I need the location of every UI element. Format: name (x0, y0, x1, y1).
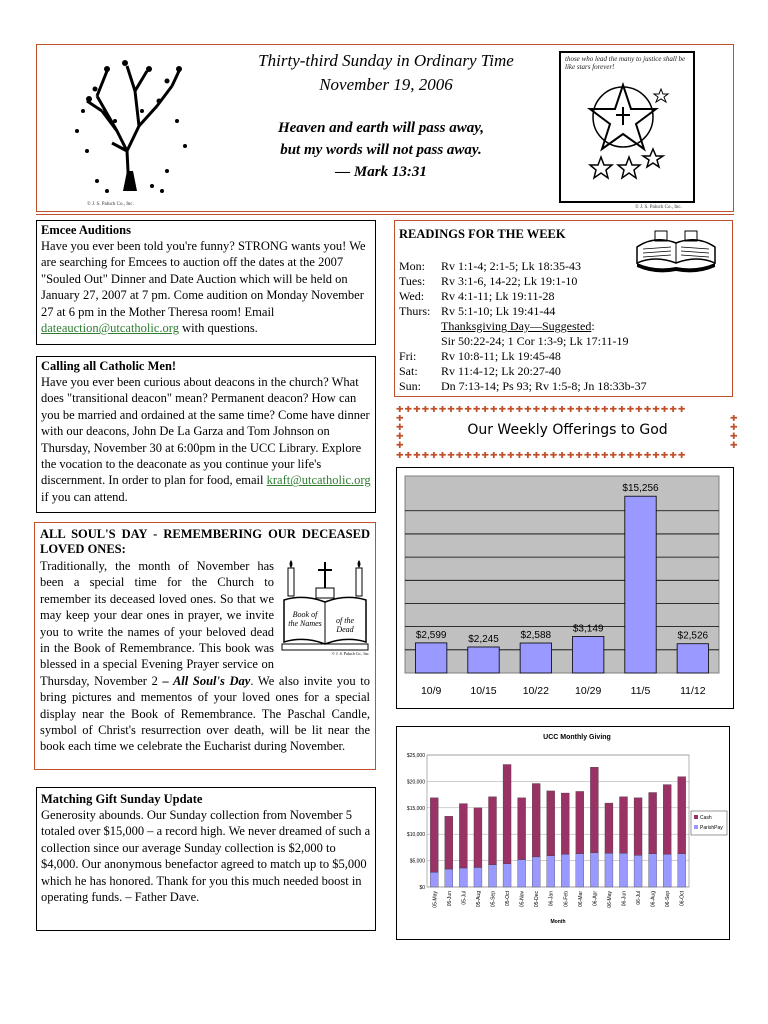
monthly-x-tick: 05-Sep (490, 891, 497, 908)
offerings-border-left: ✚ ✚ ✚ ✚ (396, 415, 405, 451)
monthly-x-tick: 05-May (432, 891, 439, 908)
allsouls-text-1: Traditionally, the month of November has been a special time for the Church to remember its deceased loved ones. So that we may keep your dear ones in prayer, we invite you to write the names of your beloved dead in the Book of Remembrance. This book was blessed in a special Evening Prayer service on Thursday, November 2 (40, 559, 274, 688)
reading-row-sat: Sat: Rv 11:4-12; Lk 20:27-40 (399, 364, 561, 378)
monthly-y-tick: $0 (419, 885, 425, 891)
weekly-bar (625, 496, 656, 673)
weekly-bar (520, 643, 551, 673)
weekly-bar-label: $2,245 (468, 633, 499, 645)
allsouls-title: ALL SOUL'S DAY - REMEMBERING OUR DECEASED LOVED ONES: (40, 527, 370, 556)
monthly-bar-parishpay (649, 854, 657, 887)
men-tail: if you can attend. (41, 489, 128, 504)
weekly-tick-label: 11/5 (630, 685, 651, 697)
offerings-border-top: ✚✚✚✚✚✚✚✚✚✚✚✚✚✚✚✚✚✚✚✚✚✚✚✚✚✚✚✚✚✚✚✚✚✚ (396, 406, 687, 415)
emcee-box (36, 220, 376, 345)
allsouls-emphasis: – All Soul's Day (162, 673, 251, 688)
monthly-y-tick: $5,000 (409, 858, 425, 865)
credit-left: © J. S. Paluch Co., Inc. (87, 202, 134, 207)
monthly-bar-parishpay (532, 857, 540, 887)
weekly-bar-label: $2,599 (415, 629, 447, 641)
monthly-bar-parishpay (547, 856, 555, 887)
weekly-offerings-chart (397, 468, 733, 708)
weekly-bar (468, 647, 499, 673)
monthly-bar-parishpay (561, 854, 569, 887)
monthly-legend-label: ParishPay (700, 825, 723, 831)
monthly-x-tick: 06-Jun (621, 891, 628, 907)
book-of-names-illustration (280, 558, 370, 658)
monthly-x-tick: 06-Mar (577, 891, 584, 907)
emcee-tail: with questions. (178, 321, 258, 336)
monthly-bar-cash (445, 816, 453, 869)
monthly-bar-parishpay (459, 868, 467, 887)
seal-text: those who lead the many to justice shall be like stars forever! (565, 55, 686, 71)
weekly-tick-label: 10/29 (575, 685, 602, 697)
allsouls-text-2: . We also invite you to bring pictures and mementos of your loved ones for a special display near the Book of Remembrance. The Paschal Candle, symbol of Christ's resurrection over death, will be lit near the book each time we celebrate the Eucharist during November. (40, 673, 370, 754)
offerings-title: Our Weekly Offerings to God (467, 422, 668, 438)
monthly-bar-parishpay (518, 860, 526, 887)
monthly-chart-title: UCC Monthly Giving (543, 734, 611, 741)
monthly-bar-parishpay (576, 854, 584, 887)
monthly-x-tick: 06-Jan (548, 891, 555, 907)
page-date: November 19, 2006 (319, 75, 453, 94)
weekly-tick-label: 10/9 (420, 685, 442, 697)
weekly-tick-label: 11/12 (680, 685, 706, 697)
stars-seal (559, 51, 695, 203)
monthly-bar-cash (678, 777, 686, 854)
quote-line-1: Heaven and earth will pass away, (277, 120, 485, 136)
monthly-bar-cash (605, 803, 613, 853)
weekly-bar (677, 644, 708, 673)
monthly-bar-parishpay (678, 854, 686, 887)
weekly-bar (572, 637, 603, 673)
offerings-border-bottom: ✚✚✚✚✚✚✚✚✚✚✚✚✚✚✚✚✚✚✚✚✚✚✚✚✚✚✚✚✚✚✚✚✚✚ (396, 452, 687, 461)
emcee-text: Have you ever been told you're funny? STRONG wants you! We are searching for Emcees to auction off the dates at the 2007 "Souled Out" Dinner and Date Auction which will be held on January 27, 2007 at 7 pm. Come audition on Monday November 27 at 6 pm in the Mother Theresa room! Email (41, 239, 366, 319)
monthly-y-tick: $10,000 (406, 832, 425, 839)
monthly-legend-swatch (694, 825, 698, 829)
weekly-bar-label: $2,526 (677, 630, 709, 642)
monthly-bar-cash (561, 793, 569, 854)
credit-right: © J. S. Paluch Co., Inc. (635, 205, 682, 210)
readings-box (394, 220, 733, 397)
monthly-bar-parishpay (634, 855, 642, 887)
monthly-giving-chart (397, 727, 729, 939)
monthly-bar-cash (576, 791, 584, 853)
reading-thanksgiving-text: Sir 50:22-24; 1 Cor 1:3-9; Lk 17:11-19 (441, 334, 629, 348)
monthly-bar-cash (518, 798, 526, 860)
weekly-tick-label: 10/22 (522, 685, 549, 697)
monthly-x-tick: 05-Dec (534, 891, 541, 908)
offerings-border-right: ✚ ✚ ✚ ✚ (730, 415, 739, 451)
monthly-bar-parishpay (474, 867, 482, 887)
weekly-tick-label: 10/15 (470, 685, 497, 697)
reading-thanksgiving-label: Thanksgiving Day—Suggested: (441, 319, 595, 333)
monthly-x-tick: 06-Oct (679, 891, 686, 907)
monthly-bar-cash (430, 798, 438, 872)
tree-illustration (67, 51, 197, 201)
monthly-bar-parishpay (445, 869, 453, 887)
monthly-bar-cash (649, 792, 657, 853)
matching-box (36, 787, 376, 931)
monthly-bar-cash (532, 784, 540, 857)
book-credit: © J. S. Paluch Co., Inc. (332, 651, 370, 656)
quote-line-2: but my words will not pass away. (280, 142, 482, 158)
reading-row-tues: Tues: Rv 3:1-6, 14-22; Lk 19:1-10 (399, 274, 578, 288)
monthly-y-tick: $25,000 (406, 753, 425, 759)
monthly-x-axis-label: Month (550, 919, 566, 925)
monthly-y-tick: $20,000 (406, 779, 425, 786)
weekly-plot-area (405, 476, 719, 673)
matching-body: Generosity abounds. Our Sunday collection from November 5 totaled over $15,000 – a record high. We never dreamed of such a collection since our average Sunday collection is $2,000 to $4,000. Our anonymous benefactor agreed to match up to $5,000 which he has honored. Thank for you this much needed boost in operating funds. – Father Dave. (41, 808, 371, 905)
men-email-link[interactable]: kraft@utcatholic.org (266, 473, 371, 488)
monthly-x-tick: 05-Nov (519, 891, 526, 908)
reading-row-thurs: Thurs: Rv 5:1-10; Lk 19:41-44 (399, 304, 556, 318)
monthly-chart-box (396, 726, 730, 940)
monthly-bar-cash (547, 791, 555, 856)
monthly-bar-cash (663, 785, 671, 855)
monthly-x-tick: 05-Aug (475, 891, 482, 908)
allsouls-box (34, 522, 376, 770)
monthly-x-tick: 06-Sep (665, 891, 672, 908)
men-box (36, 356, 376, 513)
weekly-bar (415, 643, 446, 673)
weekly-bar-label: $15,256 (622, 483, 659, 495)
reading-row-fri: Fri: Rv 10:8-11; Lk 19:45-48 (399, 349, 561, 363)
monthly-bar-parishpay (488, 865, 496, 887)
monthly-x-tick: 06-May (606, 891, 613, 908)
reading-row-mon: Mon: Rv 1:1-4; 2:1-5; Lk 18:35-43 (399, 259, 581, 273)
book-left-text: Book of the Names (288, 610, 322, 628)
reading-row-wed: Wed: Rv 4:1-11; Lk 19:11-28 (399, 289, 555, 303)
monthly-x-tick: 05-Jul (461, 891, 468, 905)
quote-reference: — Mark 13:31 (335, 164, 427, 180)
monthly-legend-label: Cash (700, 815, 712, 821)
page-title: Thirty-third Sunday in Ordinary Time (258, 51, 514, 70)
monthly-x-tick: 06-Jul (636, 891, 643, 905)
monthly-bar-cash (503, 765, 511, 864)
monthly-x-tick: 05-Jun (446, 891, 453, 907)
monthly-bar-cash (474, 808, 482, 868)
monthly-bar-cash (634, 798, 642, 856)
emcee-body (41, 238, 371, 336)
weekly-chart-box (396, 467, 734, 709)
monthly-bar-cash (590, 767, 598, 853)
monthly-bar-parishpay (503, 864, 511, 887)
monthly-bar-parishpay (663, 854, 671, 887)
header-underline (36, 214, 734, 215)
monthly-bar-cash (619, 797, 627, 853)
monthly-x-tick: 05-Oct (505, 891, 512, 907)
monthly-bar-parishpay (619, 853, 627, 887)
readings-title: READINGS FOR THE WEEK (399, 227, 566, 241)
monthly-bar-parishpay (430, 872, 438, 887)
reading-row-sun: Sun: Dn 7:13-14; Ps 93; Rv 1:5-8; Jn 18:33b-37 (399, 379, 647, 393)
emcee-email-link[interactable]: dateauction@utcatholic.org (41, 321, 179, 336)
matching-title: Matching Gift Sunday Update (41, 792, 203, 806)
monthly-x-tick: 06-Aug (650, 891, 657, 908)
monthly-legend-swatch (694, 815, 698, 819)
emcee-title: Emcee Auditions (41, 223, 131, 237)
monthly-bar-cash (488, 797, 496, 865)
header-box (36, 44, 734, 212)
monthly-x-tick: 06-Feb (563, 891, 570, 907)
monthly-x-tick: 06-Apr (592, 891, 599, 907)
open-bible-icon (633, 225, 719, 275)
monthly-bar-parishpay (605, 853, 613, 887)
men-text: Have you ever been curious about deacons in the church? What does "transitional deacon" mean? Permanent deacon? How can you be married and ordained at the same time? Come have dinner with our deacons, John De La Garza and Tom Johnson on Thursday, November 30 at 6:00pm in the UCC Library. Explore the vocation to the deaconate as you continue your life's discernment. In order to plan for food, email (41, 375, 370, 488)
weekly-bar-label: $2,588 (520, 630, 552, 642)
men-body (41, 374, 371, 505)
book-right-text: of the Dead (336, 616, 354, 634)
men-title: Calling all Catholic Men! (41, 359, 177, 373)
weekly-bar-label: $3,149 (572, 623, 604, 635)
monthly-bar-parishpay (590, 853, 598, 887)
monthly-y-tick: $15,000 (406, 805, 425, 812)
monthly-bar-cash (459, 804, 467, 868)
